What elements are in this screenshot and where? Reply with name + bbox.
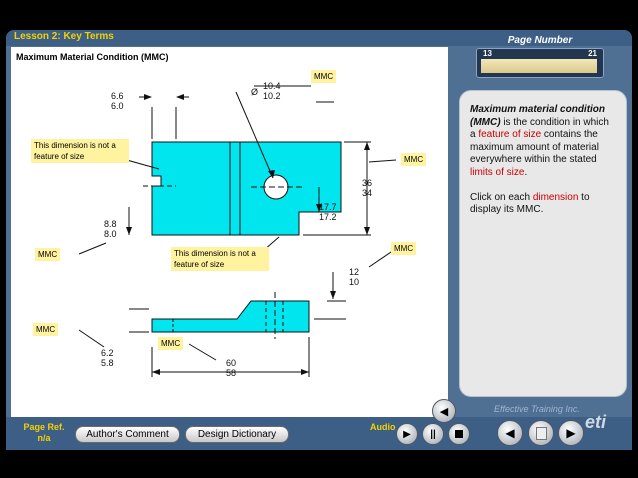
top-view-part — [152, 142, 341, 235]
play-button[interactable] — [396, 423, 418, 445]
authors-comment-button[interactable]: Author's Comment — [75, 426, 180, 443]
gauge-end: 21 — [588, 49, 597, 58]
dim-step-height[interactable]: 12 10 — [349, 267, 360, 287]
dim-top-width[interactable]: 6.6 6.0 — [111, 91, 124, 111]
company-name: Effective Training Inc. — [494, 404, 580, 414]
definition-panel — [459, 90, 627, 397]
page-gauge — [476, 48, 604, 78]
callout-mmc-left[interactable]: MMC — [35, 248, 60, 261]
speaker-icon: ◀ — [439, 405, 449, 418]
lesson-title: Lesson 2: Key Terms — [14, 31, 114, 42]
page-ref: Page Ref. n/a — [23, 422, 65, 443]
callout-mmc-bottom[interactable]: MMC — [33, 323, 58, 336]
dim-hole-diameter[interactable]: Ø 10.4 10.2 — [251, 81, 281, 101]
stop-button[interactable] — [448, 423, 470, 445]
dim-overall-height[interactable]: 36 34 — [362, 178, 373, 198]
callout-mmc-step[interactable]: MMC — [391, 242, 416, 255]
volume-button[interactable] — [432, 399, 456, 423]
callout-mmc-right[interactable]: MMC — [401, 153, 426, 166]
page-number-label: Page Number — [507, 35, 573, 46]
back-icon: ◀ — [505, 426, 515, 440]
side-view-part — [152, 301, 309, 332]
design-dictionary-button[interactable]: Design Dictionary — [185, 426, 289, 443]
definition-text: Maximum material condition (MMC) is the condition in which a feature of size contains the maximum amount of material everywhere within the stated limits of size. Click on each dimension to display its MMC. — [470, 104, 609, 215]
audio-label: Audio — [370, 422, 396, 432]
callout-mmc-length[interactable]: MMC — [158, 337, 183, 350]
limits-of-size-link[interactable]: limits of size — [470, 166, 525, 178]
play-icon: ▶ — [403, 428, 411, 440]
dim-hole-location[interactable]: 17.7 17.2 — [319, 202, 337, 222]
pause-button[interactable] — [422, 423, 444, 445]
back-button[interactable] — [497, 420, 523, 446]
hole — [264, 175, 288, 199]
pause-icon: || — [430, 428, 436, 440]
dimension-link[interactable]: dimension — [532, 191, 579, 203]
home-icon — [536, 427, 547, 440]
dim-length[interactable]: 60 58 — [226, 358, 237, 378]
next-icon: ▶ — [566, 426, 576, 440]
feature-of-size-link[interactable]: feature of size — [478, 129, 542, 140]
page-title: Maximum Material Condition (MMC) — [16, 52, 169, 62]
dim-thickness[interactable]: 6.2 5.8 — [101, 348, 114, 368]
next-button[interactable] — [558, 420, 584, 446]
home-button[interactable] — [528, 420, 554, 446]
stop-icon — [455, 430, 463, 438]
dim-slot-width[interactable]: 8.8 8.0 — [104, 219, 117, 239]
callout-not-feature-1[interactable]: This dimension is not a feature of size — [31, 139, 129, 163]
callout-mmc-hole[interactable]: MMC — [311, 70, 336, 83]
gauge-start: 13 — [483, 49, 492, 58]
callout-not-feature-2[interactable]: This dimension is not a feature of size — [171, 247, 269, 271]
eti-logo: eti — [585, 412, 607, 432]
drawing-panel — [11, 47, 448, 417]
term: Maximum material condition (MMC) — [470, 104, 606, 128]
gauge-scale — [481, 59, 597, 73]
